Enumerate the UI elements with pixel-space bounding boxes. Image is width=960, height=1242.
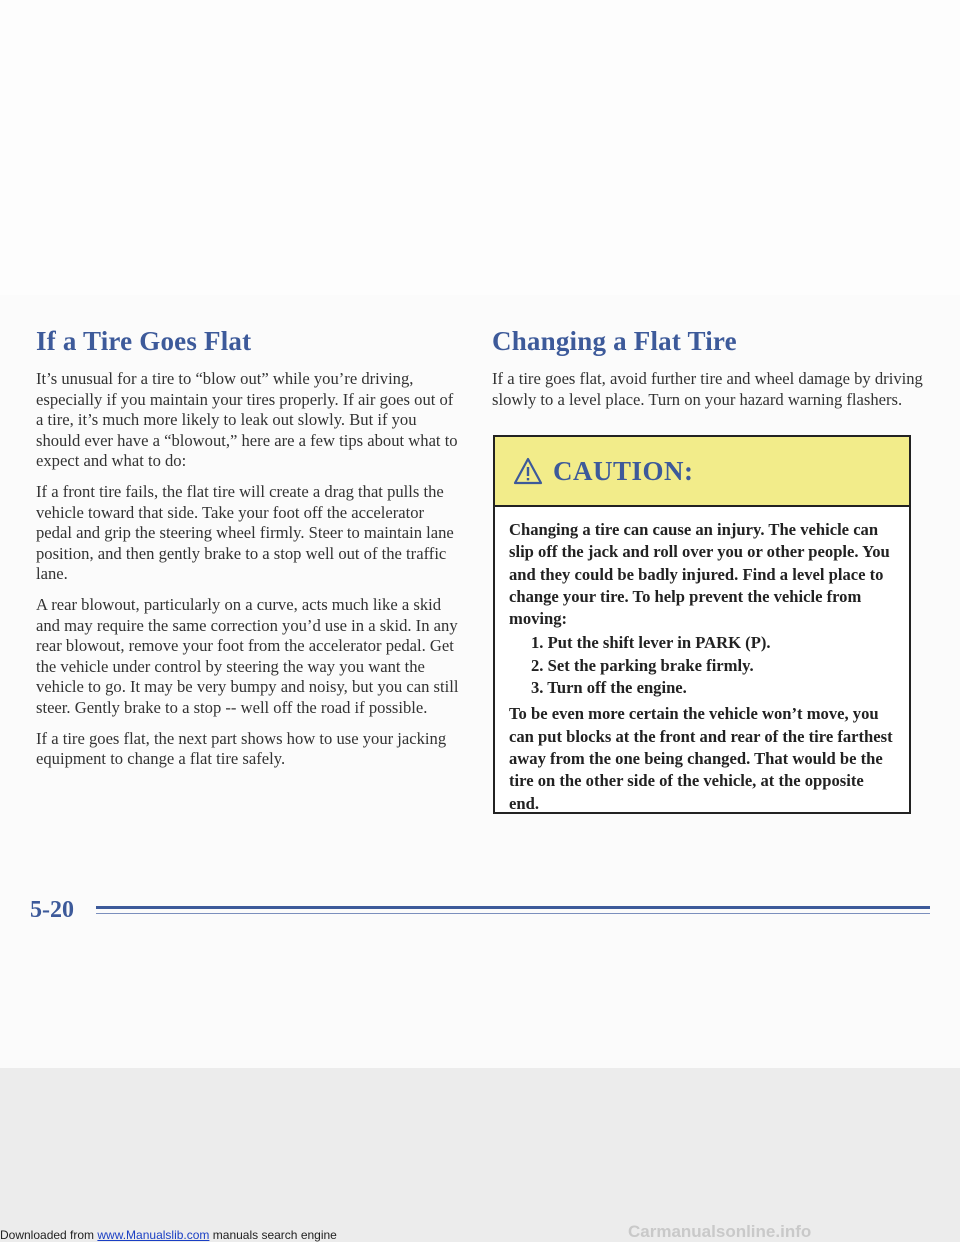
caution-step: 2. Set the parking brake firmly. (531, 655, 754, 675)
rear-blowout-paragraph: A rear blowout, particularly on a curve, acts much like a skid and may require the same correction you’d use in a skid. In any rear blowout, remove your foot from the accelerator pedal. Get the vehicle under control by steering the way you want the vehicle to go. It may be very bumpy and noisy, but you can still steer. Gently brake to a stop -- well off the road if possible. (36, 594, 459, 717)
jacking-equipment-paragraph: If a tire goes flat, the next part shows how to use your jacking equipment to change a flat tire safely. (36, 728, 447, 769)
changing-flat-tire-heading: Changing a Flat Tire (492, 326, 737, 356)
caution-text-blocks: To be even more certain the vehicle won’t move, you can put blocks at the front and rear of the tire farthest away from the one being changed. That would be the tire on the other side of the vehicle, at the opposite end. (509, 704, 893, 813)
download-footer (0, 1228, 337, 1242)
caution-step: 3. Turn off the engine. (531, 678, 687, 698)
left-column (36, 326, 464, 780)
page-number: 5-20 (30, 897, 74, 923)
caution-body (495, 507, 909, 815)
warning-triangle-icon (513, 457, 543, 485)
manualslib-link[interactable]: www.Manualslib.com (97, 1228, 210, 1242)
front-tire-paragraph: If a front tire fails, the flat tire will create a drag that pulls the vehicle toward that side. Take your foot off the accelerator pedal and grip the steering wheel firmly. Steer to maintain lane position, and then gently brake to a stop well out of the traffic lane. (36, 481, 454, 584)
caution-box (493, 435, 911, 814)
watermark-text: Carmanualsonline.info (628, 1222, 812, 1241)
footer-prefix: Downloaded from (0, 1228, 98, 1242)
flat-tire-heading: If a Tire Goes Flat (36, 326, 252, 356)
caution-text-intro: Changing a tire can cause an injury. The vehicle can slip off the jack and roll over you or other people. You and they could be badly injured. Find a level place to change your tire. To help prevent the vehicle from moving: (509, 520, 890, 629)
blowout-intro-paragraph: It’s unusual for a tire to “blow out” while you’re driving, especially if you maintain your tires properly. If air goes out of a tire, it’s much more likely to leak out slowly. But if you should ever have a “blowout,” here are a few tips about what to expect and what to do: (36, 369, 458, 471)
caution-steps-list (509, 632, 895, 699)
caution-title: CAUTION: (553, 455, 694, 486)
caution-step: 1. Put the shift lever in PARK (P). (531, 633, 771, 653)
footer-rule-thin (96, 913, 930, 914)
footer-suffix: manuals search engine (209, 1228, 337, 1242)
caution-header (495, 437, 909, 507)
page-blank-top (0, 0, 960, 295)
footer-rule-thick (96, 906, 930, 909)
changing-intro-paragraph: If a tire goes flat, avoid further tire and wheel damage by driving slowly to a level place. Turn on your hazard warning flashers. (492, 369, 923, 409)
right-column (492, 326, 924, 420)
page-bottom-band (0, 1068, 960, 1242)
